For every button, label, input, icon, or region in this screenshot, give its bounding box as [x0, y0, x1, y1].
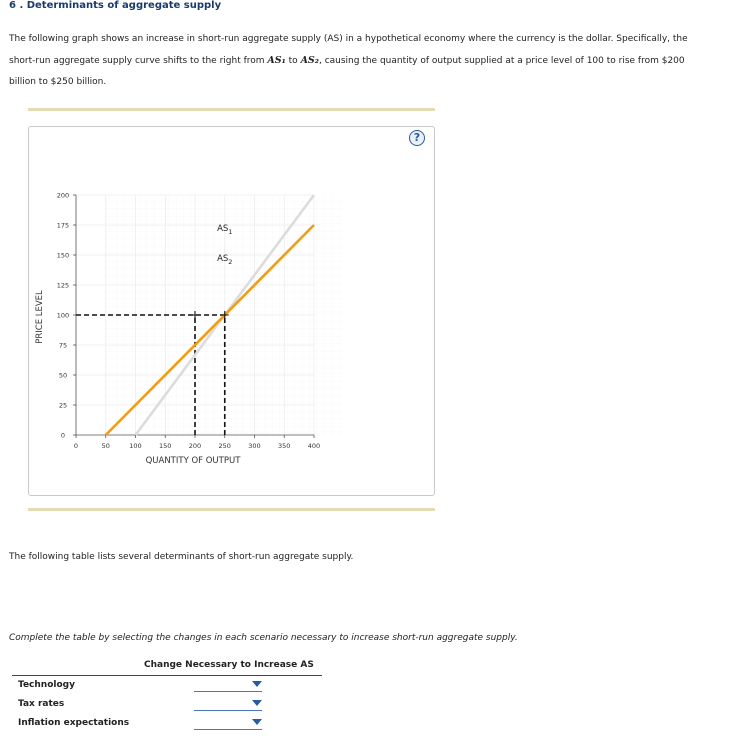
- series-label-main-AS1: AS: [217, 224, 229, 234]
- y-tick-label-0: 0: [60, 431, 66, 440]
- row-label-technology: Technology: [18, 680, 75, 690]
- y-tick-label-175: 175: [56, 221, 70, 230]
- as-chart: [28, 126, 433, 494]
- x-axis-label: QUANTITY OF OUTPUT: [145, 456, 241, 466]
- intro-as2: AS₂: [300, 55, 319, 66]
- table-intro: The following table lists several determinants of short-run aggregate supply.: [9, 552, 354, 562]
- intro-line-2b: , causing the quantity of output supplied at a price level of 100 to rise from $200: [318, 56, 685, 66]
- y-tick-label-125: 125: [56, 281, 70, 290]
- chevron-down-icon: [252, 700, 262, 706]
- column-header: Change Necessary to Increase AS: [144, 660, 314, 670]
- x-tick-label-0: 0: [73, 442, 79, 450]
- series-label-sub-AS1: 1: [228, 228, 233, 236]
- dropdown-technology[interactable]: [194, 679, 262, 692]
- column-header-underline: [12, 675, 322, 676]
- question-intro: [9, 29, 709, 93]
- x-tick-label-250: 250: [218, 442, 231, 450]
- intro-line-2a: short-run aggregate supply curve shifts to the right from: [9, 56, 268, 66]
- help-button[interactable]: ?: [409, 130, 425, 146]
- series-label-sub-AS2: 2: [228, 258, 233, 266]
- graph-top-divider: [28, 108, 435, 111]
- dropdown-inflation-expectations[interactable]: [194, 717, 262, 730]
- x-tick-label-150: 150: [159, 442, 172, 450]
- intro-line-3: billion to $250 billion.: [9, 77, 107, 87]
- chevron-down-icon: [252, 681, 262, 687]
- x-tick-label-300: 300: [248, 442, 261, 450]
- chevron-down-icon: [252, 719, 262, 725]
- x-tick-label-50: 50: [101, 442, 110, 450]
- table-instruction: Complete the table by selecting the changes in each scenario necessary to increase short-run aggregate supply.: [9, 633, 518, 643]
- series-label-main-AS2: AS: [217, 254, 229, 264]
- y-tick-label-150: 150: [56, 251, 70, 260]
- intro-as1: AS₁: [267, 55, 286, 66]
- y-tick-label-75: 75: [58, 341, 68, 350]
- x-tick-label-200: 200: [188, 442, 202, 450]
- x-tick-label-350: 350: [278, 442, 291, 450]
- dropdown-tax-rates[interactable]: [194, 698, 262, 711]
- y-axis-label: PRICE LEVEL: [35, 290, 45, 344]
- y-tick-label-25: 25: [58, 401, 68, 410]
- row-label-tax-rates: Tax rates: [18, 699, 65, 709]
- y-tick-label-100: 100: [56, 311, 70, 320]
- question-title: 6 . Determinants of aggregate supply: [9, 0, 222, 11]
- intro-line-1: The following graph shows an increase in short-run aggregate supply (AS) in a hypothetical economy where the currency is the dollar. Specifically, the: [9, 34, 688, 44]
- x-tick-label-400: 400: [307, 442, 321, 450]
- y-tick-label-200: 200: [56, 191, 70, 200]
- row-label-inflation-expectations: Inflation expectations: [18, 718, 130, 728]
- intro-to: to: [285, 56, 301, 66]
- graph-bottom-divider: [28, 508, 435, 511]
- x-tick-label-100: 100: [129, 442, 142, 450]
- y-tick-label-50: 50: [58, 371, 68, 380]
